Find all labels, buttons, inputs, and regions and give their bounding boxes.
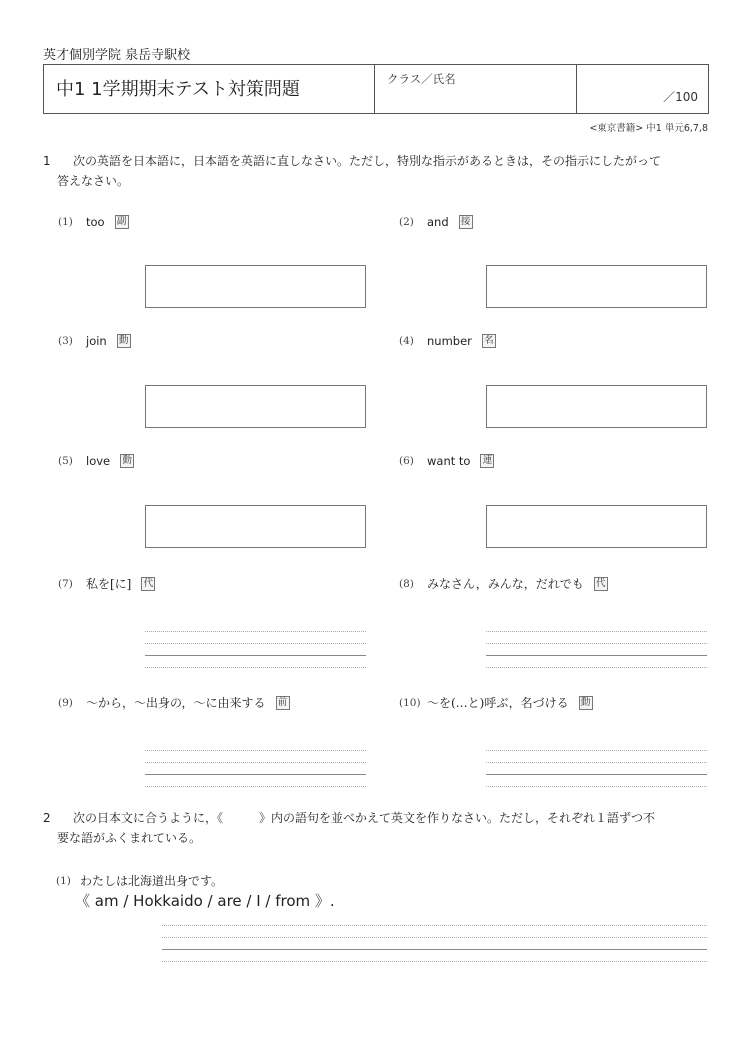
score-label: ／100	[663, 90, 698, 104]
pos-badge: 動	[117, 334, 131, 348]
answer-lines-9[interactable]	[145, 750, 366, 788]
guide-line-dotted	[145, 667, 366, 668]
guide-line-dotted	[486, 762, 707, 763]
s2-answer-lines-1[interactable]	[162, 925, 707, 963]
item-word: ～を(…と)呼ぶ，名づける	[427, 696, 569, 710]
question-item-2	[399, 215, 473, 229]
s2-question-item-1	[56, 872, 223, 889]
item-word: 私を[に]	[86, 577, 132, 591]
word-choices: 《 am / Hokkaido / are / I / from 》.	[75, 892, 335, 910]
pos-badge: 代	[141, 577, 155, 591]
answer-lines-10[interactable]	[486, 750, 707, 788]
guide-line-baseline	[486, 655, 707, 656]
section2-instruction	[43, 808, 733, 848]
item-index: (9)	[58, 696, 73, 709]
guide-line-dotted	[486, 786, 707, 787]
pos-badge: 副	[115, 215, 129, 229]
item-word: みなさん，みんな，だれでも	[427, 577, 584, 591]
question-item-4	[399, 334, 496, 348]
item-index: (1)	[58, 216, 73, 228]
guide-line-dotted	[486, 667, 707, 668]
item-index: (7)	[58, 577, 73, 590]
answer-box-3[interactable]	[145, 385, 366, 428]
class-name-field[interactable]	[375, 65, 577, 113]
instruction-text: 次の日本文に合うように，《 》内の語句を並べかえて英文を作りなさい。ただし，それぞれ１語ずつ不	[73, 811, 656, 825]
pos-badge: 代	[594, 577, 608, 591]
guide-line-baseline	[162, 949, 707, 950]
answer-box-2[interactable]	[486, 265, 707, 308]
guide-line-dotted	[145, 762, 366, 763]
item-index: (8)	[399, 577, 414, 590]
guide-line-dotted	[162, 961, 707, 962]
item-word: number	[427, 334, 472, 348]
guide-line-dotted	[486, 643, 707, 644]
question-item-6	[399, 454, 494, 468]
item-index: (1)	[56, 874, 71, 887]
item-index: (3)	[58, 335, 73, 347]
item-index: (2)	[399, 216, 414, 228]
question-item-7	[58, 575, 155, 592]
guide-line-dotted	[145, 643, 366, 644]
pos-badge: 連	[480, 454, 494, 468]
question-item-8	[399, 575, 608, 592]
item-index: (5)	[58, 455, 73, 467]
score-field[interactable]	[577, 65, 708, 113]
guide-line-dotted	[145, 631, 366, 632]
answer-lines-7[interactable]	[145, 631, 366, 669]
guide-line-dotted	[486, 631, 707, 632]
guide-line-dotted	[486, 750, 707, 751]
item-index: (10)	[399, 696, 421, 709]
question-item-5	[58, 454, 134, 468]
section1-instruction	[43, 151, 723, 191]
guide-line-baseline	[145, 655, 366, 656]
item-word: love	[86, 454, 111, 468]
test-title: 中1 1学期期末テスト対策問題	[44, 65, 375, 113]
school-name: 英才個別学院 泉岳寺駅校	[43, 48, 191, 63]
question-item-10	[399, 694, 593, 711]
guide-line-dotted	[162, 925, 707, 926]
answer-lines-8[interactable]	[486, 631, 707, 669]
pos-badge: 接	[459, 215, 473, 229]
item-word: too	[86, 215, 105, 229]
answer-box-4[interactable]	[486, 385, 707, 428]
guide-line-dotted	[145, 786, 366, 787]
guide-line-dotted	[145, 750, 366, 751]
unit-note: <東京書籍> 中1 単元6,7,8	[589, 123, 708, 134]
class-name-label: クラス／氏名	[387, 72, 456, 86]
question-item-9	[58, 694, 290, 711]
answer-box-6[interactable]	[486, 505, 707, 548]
instruction-text: 次の英語を日本語に，日本語を英語に直しなさい。ただし，特別な指示があるときは，その指示にしたがって	[73, 154, 662, 168]
answer-box-1[interactable]	[145, 265, 366, 308]
section-number: 2	[43, 811, 51, 825]
header-box	[43, 64, 709, 114]
item-index: (4)	[399, 335, 414, 347]
guide-line-baseline	[486, 774, 707, 775]
item-index: (6)	[399, 455, 414, 467]
instruction-text-cont: 要な語がふくまれている。	[57, 831, 202, 845]
answer-box-5[interactable]	[145, 505, 366, 548]
pos-badge: 名	[482, 334, 496, 348]
guide-line-baseline	[145, 774, 366, 775]
pos-badge: 動	[579, 696, 593, 710]
instruction-text-cont: 答えなさい。	[57, 174, 130, 188]
question-item-1	[58, 215, 129, 229]
section-number: 1	[43, 154, 51, 168]
pos-badge: 動	[120, 454, 134, 468]
item-japanese: わたしは北海道出身です。	[80, 874, 224, 888]
item-word: and	[427, 215, 449, 229]
item-word: join	[86, 334, 107, 348]
item-word: want to	[427, 454, 471, 468]
question-item-3	[58, 334, 131, 348]
item-word: ～から，～出身の，～に由来する	[86, 696, 266, 710]
guide-line-dotted	[162, 937, 707, 938]
pos-badge: 前	[276, 696, 290, 710]
